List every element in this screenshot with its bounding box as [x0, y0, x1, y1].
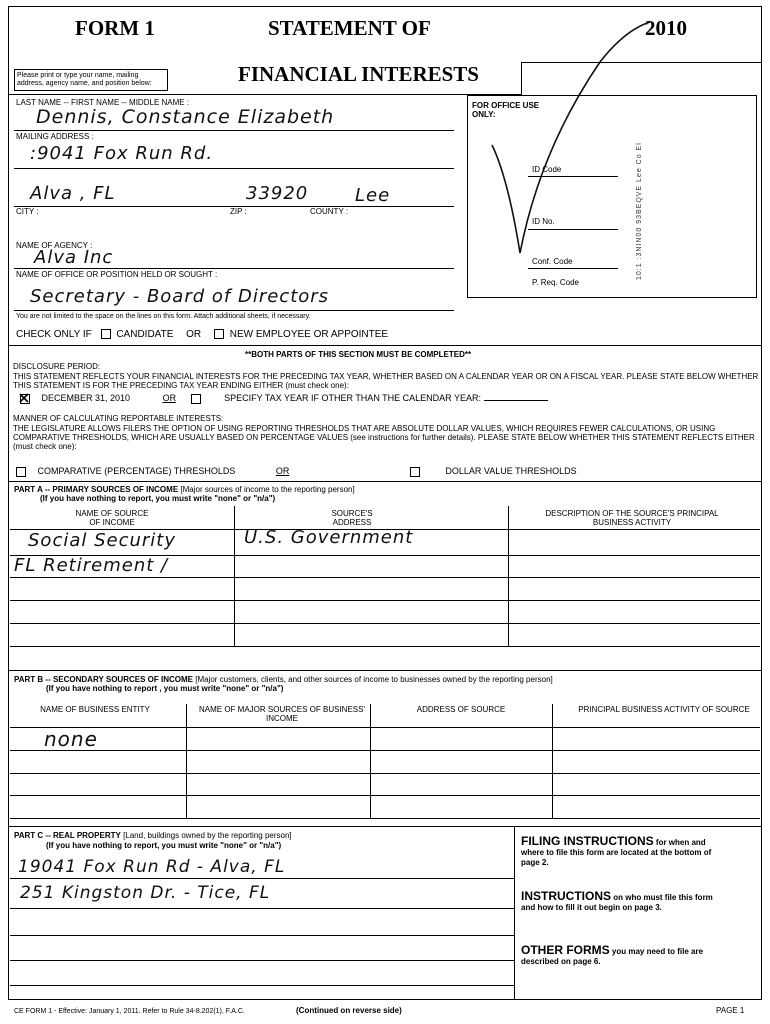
filing-title: FILING INSTRUCTIONS: [521, 834, 654, 848]
part-b-col2: NAME OF MAJOR SOURCES OF BUSINESS' INCOME: [199, 705, 365, 723]
part-a-row1-name[interactable]: Social Security: [28, 530, 177, 551]
part-a-col1: NAME OF SOURCE OF INCOME: [75, 509, 149, 527]
part-c-row2[interactable]: 251 Kingston Dr. - Tice, FL: [20, 883, 271, 903]
manner-heading: MANNER OF CALCULATING REPORTABLE INTERESTS:: [13, 414, 224, 423]
specify-checkbox[interactable]: [191, 394, 201, 404]
id-code-label: ID Code: [532, 165, 562, 174]
zip-label: ZIP :: [230, 207, 247, 216]
part-a-sub: (If you have nothing to report, you must write "none" or "n/a"): [40, 494, 276, 503]
part-b-sub: (If you have nothing to report , you must write "none" or "n/a"): [46, 684, 284, 693]
office-label: NAME OF OFFICE OR POSITION HELD OR SOUGHT :: [16, 270, 218, 279]
footer-left: CE FORM 1 - Effective: January 1, 2011. Refer to Rule 34-8.202(1), F.A.C.: [14, 1008, 245, 1015]
part-b-heading-row: [14, 675, 758, 684]
dec31-row: [20, 393, 548, 404]
new-employee-checkbox[interactable]: [214, 329, 224, 339]
part-a-heading-note: [Major sources of income to the reporting person]: [180, 485, 355, 494]
specify-line[interactable]: [484, 400, 548, 401]
threshold-row: [16, 466, 577, 477]
period-text: THIS STATEMENT REFLECTS YOUR FINANCIAL INTERESTS FOR THE PRECEDING TAX YEAR, WHETHER BASED ON A CALENDAR YEAR OR ON A FISCAL YEAR. PLEASE STATE BELOW WHETHER THIS STATEMENT IS FOR THE PRECEDING TAX YEAR ENDING EITHER (must check one):: [13, 372, 759, 390]
candidate-label: CANDIDATE: [116, 329, 174, 340]
form-year: 2010: [645, 16, 687, 40]
part-b-row1-name[interactable]: none: [44, 727, 98, 751]
check-only-row: [16, 329, 388, 340]
county-label: COUNTY :: [310, 207, 349, 216]
part-c-sub: (If you have nothing to report, you must write "none" or "n/a"): [46, 841, 282, 850]
print-instruction: Please print or type your name, mailing address, agency name, and position below:: [14, 69, 168, 91]
office-value[interactable]: Secretary - Board of Directors: [30, 286, 330, 307]
comparative-checkbox[interactable]: [16, 467, 26, 477]
part-b-heading: PART B -- SECONDARY SOURCES OF INCOME: [14, 675, 193, 684]
dec31-or: OR: [162, 393, 177, 403]
received-stamp: 10:1 :3NIN00 93BEQVE Lee Co El: [636, 142, 643, 280]
mailing-value[interactable]: :9041 Fox Run Rd.: [30, 143, 214, 164]
part-a-heading-row: [14, 485, 355, 494]
page-number: PAGE 1: [716, 1006, 745, 1015]
instr-text: on who must file this form and how to fill it out begin on page 3.: [521, 893, 713, 912]
title-line1: STATEMENT OF: [268, 16, 431, 40]
office-use-label: FOR OFFICE USE ONLY:: [472, 101, 540, 119]
footer-middle: (Continued on reverse side): [296, 1006, 402, 1015]
agency-value[interactable]: Alva Inc: [34, 247, 114, 268]
or-label: OR: [186, 329, 202, 340]
must-complete-note: **BOTH PARTS OF THIS SECTION MUST BE COMPLETED**: [245, 350, 472, 359]
p-req-code-label: P. Req. Code: [532, 278, 579, 287]
city-value[interactable]: Alva , FL: [30, 183, 116, 204]
other-text: you may need to file are described on page 6.: [521, 947, 704, 966]
name-value[interactable]: Dennis, Constance Elizabeth: [36, 106, 335, 128]
zip-value[interactable]: 33920: [246, 183, 309, 204]
conf-code-label: Conf. Code: [532, 257, 573, 266]
period-heading: DISCLOSURE PERIOD:: [13, 362, 101, 371]
filing-instructions: [521, 836, 721, 868]
space-note: You are not limited to the space on the lines on this form. Attach additional sheets, if necessary.: [16, 313, 311, 320]
dec31-checkbox[interactable]: [20, 394, 30, 404]
part-c-heading-row: [14, 831, 292, 840]
part-a-col3: DESCRIPTION OF THE SOURCE'S PRINCIPAL BUSINESS ACTIVITY: [545, 509, 719, 527]
part-c-heading: PART C -- REAL PROPERTY: [14, 831, 121, 840]
other-forms-instructions: [521, 945, 721, 967]
city-label: CITY :: [16, 207, 39, 216]
other-title: OTHER FORMS: [521, 943, 610, 957]
mailing-label: MAILING ADDRESS :: [16, 132, 94, 141]
dollar-label: DOLLAR VALUE THRESHOLDS: [445, 466, 577, 476]
part-b-col3: ADDRESS OF SOURCE: [416, 705, 506, 714]
comparative-label: COMPARATIVE (PERCENTAGE) THRESHOLDS: [37, 466, 236, 476]
instr-title: INSTRUCTIONS: [521, 889, 611, 903]
new-employee-label: NEW EMPLOYEE OR APPOINTEE: [229, 329, 389, 340]
part-a-row1-address[interactable]: U.S. Government: [244, 527, 414, 548]
manner-text: THE LEGISLATURE ALLOWS FILERS THE OPTION OF USING REPORTING THRESHOLDS THAT ARE ABSOLUTE DOLLAR VALUES, WHICH REQUIRES FEWER CALCULATIONS, OR USING COMPARATIVE THRESHOLDS, WHICH ARE USUALLY BASED ON PERCENTAGE VALUES (see instructions for further details). PLEASE STATE BELOW WHETHER THIS STATEMENT REFLECTS EITHER (must check one):: [13, 424, 755, 451]
dec31-label: DECEMBER 31, 2010: [41, 393, 131, 403]
part-c-heading-note: [Land, buildings owned by the reporting person]: [123, 831, 292, 840]
candidate-checkbox[interactable]: [101, 329, 111, 339]
agency-label: NAME OF AGENCY :: [16, 241, 93, 250]
part-b-col1: NAME OF BUSINESS ENTITY: [40, 705, 150, 714]
part-a-heading: PART A -- PRIMARY SOURCES OF INCOME: [14, 485, 179, 494]
filing-text: for when and where to file this form are located at the bottom of page 2.: [521, 838, 712, 867]
part-a-row2-name[interactable]: FL Retirement /: [14, 555, 169, 576]
part-b-heading-note: [Major customers, clients, and other sources of income to businesses owned by the reporting person]: [195, 675, 553, 684]
id-no-label: ID No.: [532, 217, 555, 226]
name-label: LAST NAME -- FIRST NAME -- MIDDLE NAME :: [16, 98, 190, 107]
part-c-row1[interactable]: 19041 Fox Run Rd - Alva, FL: [18, 857, 286, 877]
who-must-file-instructions: [521, 891, 721, 913]
specify-label: SPECIFY TAX YEAR IF OTHER THAN THE CALENDAR YEAR:: [224, 393, 482, 403]
title-line2: FINANCIAL INTERESTS: [238, 62, 479, 86]
check-only-label: CHECK ONLY IF: [16, 329, 92, 340]
part-b-col4: PRINCIPAL BUSINESS ACTIVITY OF SOURCE: [578, 705, 750, 714]
county-value[interactable]: Lee: [355, 185, 391, 206]
threshold-or: OR: [275, 466, 290, 476]
part-a-col2: SOURCE'S ADDRESS: [331, 509, 373, 527]
dollar-checkbox[interactable]: [410, 467, 420, 477]
form-number: FORM 1: [75, 16, 155, 40]
